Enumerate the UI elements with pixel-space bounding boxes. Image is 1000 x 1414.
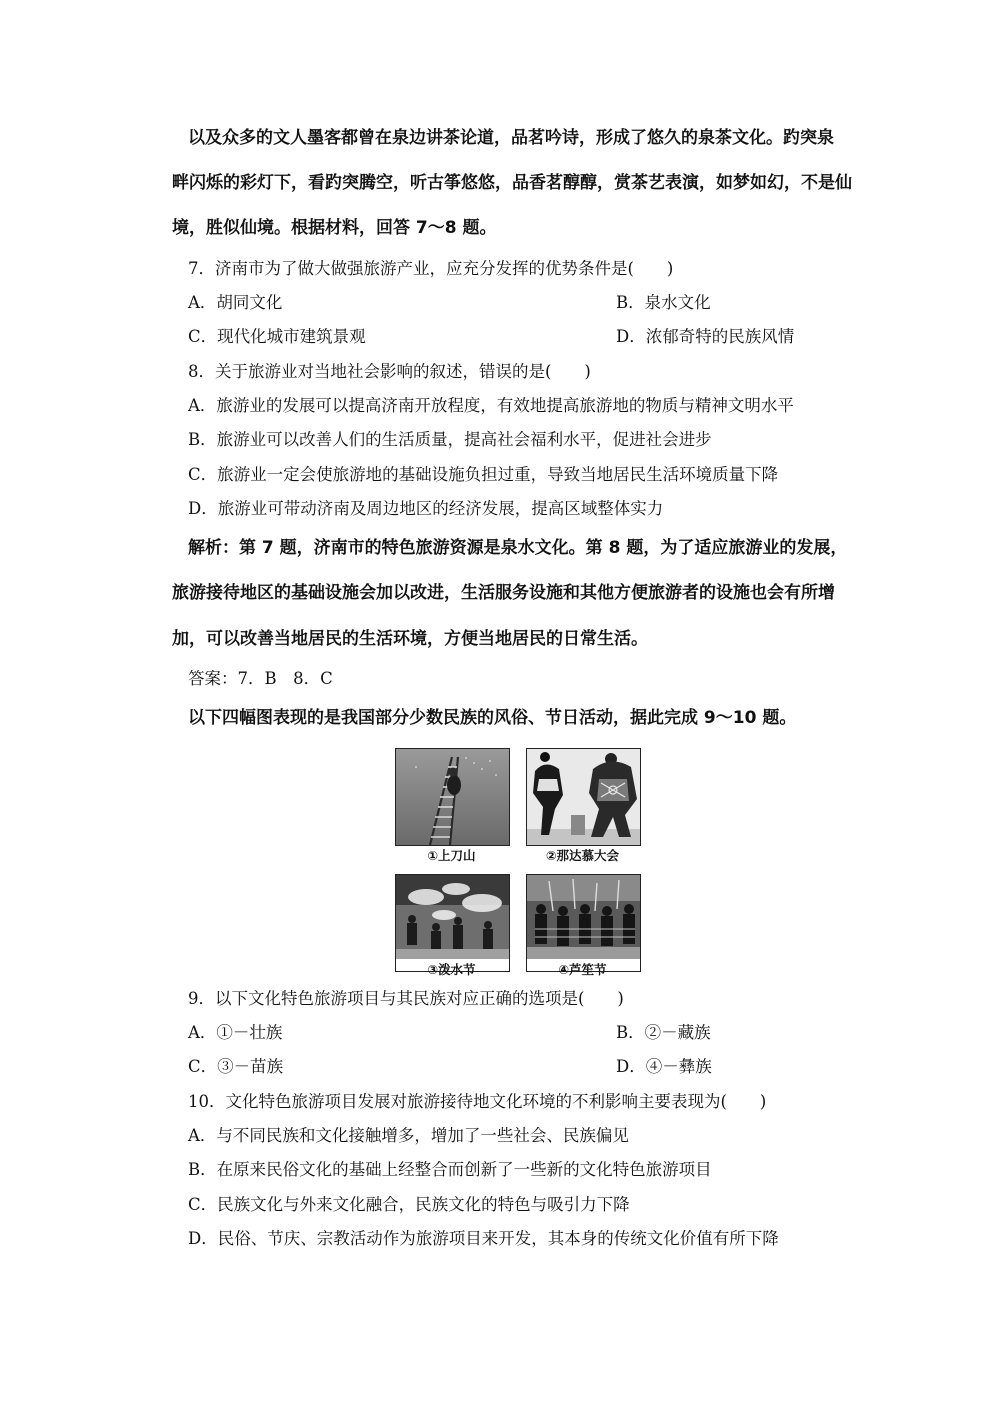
caption-1: ①上刀山	[427, 848, 476, 863]
figure-intro: 以下四幅图表现的是我国部分少数民族的风俗、节日活动，据此完成 9～10 题。	[188, 708, 797, 728]
analysis-line-2: 旅游接待地区的基础设施会加以改进，生活服务设施和其他方便旅游者的设施也会有所增	[172, 583, 835, 603]
question-7-option-d: D．浓郁奇特的民族风情	[616, 327, 795, 346]
intro-line-1: 以及众多的文人墨客都曾在泉边讲茶论道，品茗吟诗，形成了悠久的泉茶文化。趵突泉	[188, 128, 834, 148]
question-10-stem: 10．文化特色旅游项目发展对旅游接待地文化环境的不利影响主要表现为( )	[188, 1092, 767, 1111]
photo-lusheng-festival	[526, 874, 641, 972]
question-10-option-d: D．民俗、节庆、宗教活动作为旅游项目来开发，其本身的传统文化价值有所下降	[188, 1229, 779, 1248]
photo-naadam-image	[527, 749, 640, 845]
question-9-option-b: B．②－藏族	[616, 1023, 711, 1042]
question-9-stem: 9．以下文化特色旅游项目与其民族对应正确的选项是( )	[188, 989, 624, 1008]
caption-2: ②那达慕大会	[545, 848, 620, 863]
question-8-option-d: D．旅游业可带动济南及周边地区的经济发展，提高区域整体实力	[188, 499, 664, 518]
question-8-option-a: A．旅游业的发展可以提高济南开放程度，有效地提高旅游地的物质与精神文明水平	[188, 396, 794, 415]
question-9-option-c: C．③－苗族	[188, 1057, 284, 1076]
question-10-option-b: B．在原来民俗文化的基础上经整合而创新了一些新的文化特色旅游项目	[188, 1160, 712, 1179]
question-8-option-b: B．旅游业可以改善人们的生活质量，提高社会福利水平，促进社会进步	[188, 430, 712, 449]
photo-water-festival	[395, 874, 510, 972]
question-7-option-b: B．泉水文化	[616, 293, 711, 312]
analysis-line-1: 解析：第 7 题，济南市的特色旅游资源是泉水文化。第 8 题，为了适应旅游业的发展，	[188, 538, 848, 558]
intro-line-2: 畔闪烁的彩灯下，看趵突腾空，听古筝悠悠，品香茗醇醇，赏茶艺表演，如梦如幻，不是仙	[172, 173, 852, 193]
caption-3: ③泼水节	[427, 962, 476, 977]
question-7-stem: 7．济南市为了做大做强旅游产业，应充分发挥的优势条件是( )	[188, 259, 674, 278]
photo-water-festival-image	[396, 875, 509, 959]
question-7-option-c: C．现代化城市建筑景观	[188, 327, 366, 346]
photo-lusheng-festival-image	[527, 875, 640, 959]
intro-line-3: 境，胜似仙境。根据材料，回答 7～8 题。	[172, 218, 497, 238]
photo-naadam	[526, 748, 641, 846]
question-10-option-a: A．与不同民族和文化接触增多，增加了一些社会、民族偏见	[188, 1126, 629, 1145]
question-8-option-c: C．旅游业一定会使旅游地的基础设施负担过重，导致当地居民生活环境质量下降	[188, 465, 779, 484]
question-9-option-d: D．④－彝族	[616, 1057, 712, 1076]
analysis-line-3: 加，可以改善当地居民的生活环境，方便当地居民的日常生活。	[172, 629, 648, 649]
question-8-stem: 8．关于旅游业对当地社会影响的叙述，错误的是( )	[188, 362, 591, 381]
caption-4: ④芦笙节	[558, 962, 607, 977]
photo-knife-ladder-image	[396, 749, 509, 845]
question-9-option-a: A．①－壮族	[188, 1023, 283, 1042]
question-7-option-a: A．胡同文化	[188, 293, 283, 312]
answer-line: 答案：7．B 8．C	[188, 669, 333, 688]
question-10-option-c: C．民族文化与外来文化融合，民族文化的特色与吸引力下降	[188, 1195, 630, 1214]
photo-knife-ladder	[395, 748, 510, 846]
